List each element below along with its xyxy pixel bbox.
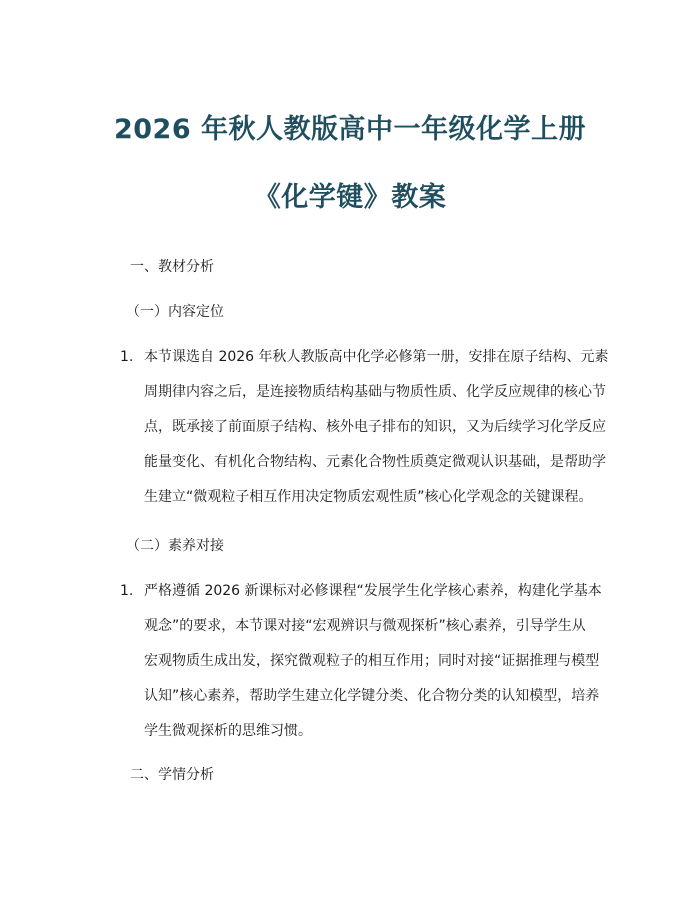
paragraph-line: 点，既承接了前面原子结构、核外电子排布的知识，又为后续学习化学反应 [144, 419, 606, 435]
paragraph-line: 认知”核心素养，帮助学生建立化学键分类、化合物分类的认知模型，培养 [144, 688, 600, 704]
paragraph-line: 能量变化、有机化合物结构、元素化合物性质奠定微观认识基础，是帮助学 [144, 454, 606, 470]
list-item-number: 1. [120, 349, 134, 365]
document-title-line-1: 2026 年秋人教版高中一年级化学上册 [113, 114, 587, 145]
document-title-line-2: 《化学键》教案 [253, 182, 447, 213]
paragraph-line: 本节课选自 2026 年秋人教版高中化学必修第一册，安排在原子结构、元素 [144, 349, 609, 365]
paragraph-line: 学生微观探析的思维习惯。 [144, 723, 312, 739]
subsection-heading-competency-alignment: （二）素养对接 [126, 538, 224, 554]
paragraph-line: 宏观物质生成出发，探究微观粒子的相互作用；同时对接“证据推理与模型 [144, 653, 600, 669]
paragraph [144, 574, 602, 749]
list-item-number: 1. [120, 583, 134, 599]
paragraph-line: 观念”的要求，本节课对接“宏观辨识与微观探析”核心素养，引导学生从 [144, 618, 586, 634]
paragraph-line: 生建立“微观粒子相互作用决定物质宏观性质”核心化学观念的关键课程。 [144, 489, 593, 505]
paragraph [144, 340, 609, 515]
section-heading-textbook-analysis: 一、教材分析 [130, 259, 214, 275]
subsection-heading-content-positioning: （一）内容定位 [126, 304, 224, 320]
paragraph-line: 严格遵循 2026 新课标对必修课程“发展学生化学核心素养，构建化学基本 [144, 583, 602, 599]
paragraph-line: 周期律内容之后，是连接物质结构基础与物质性质、化学反应规律的核心节 [144, 384, 606, 400]
section-heading-learner-analysis: 二、学情分析 [130, 767, 214, 783]
